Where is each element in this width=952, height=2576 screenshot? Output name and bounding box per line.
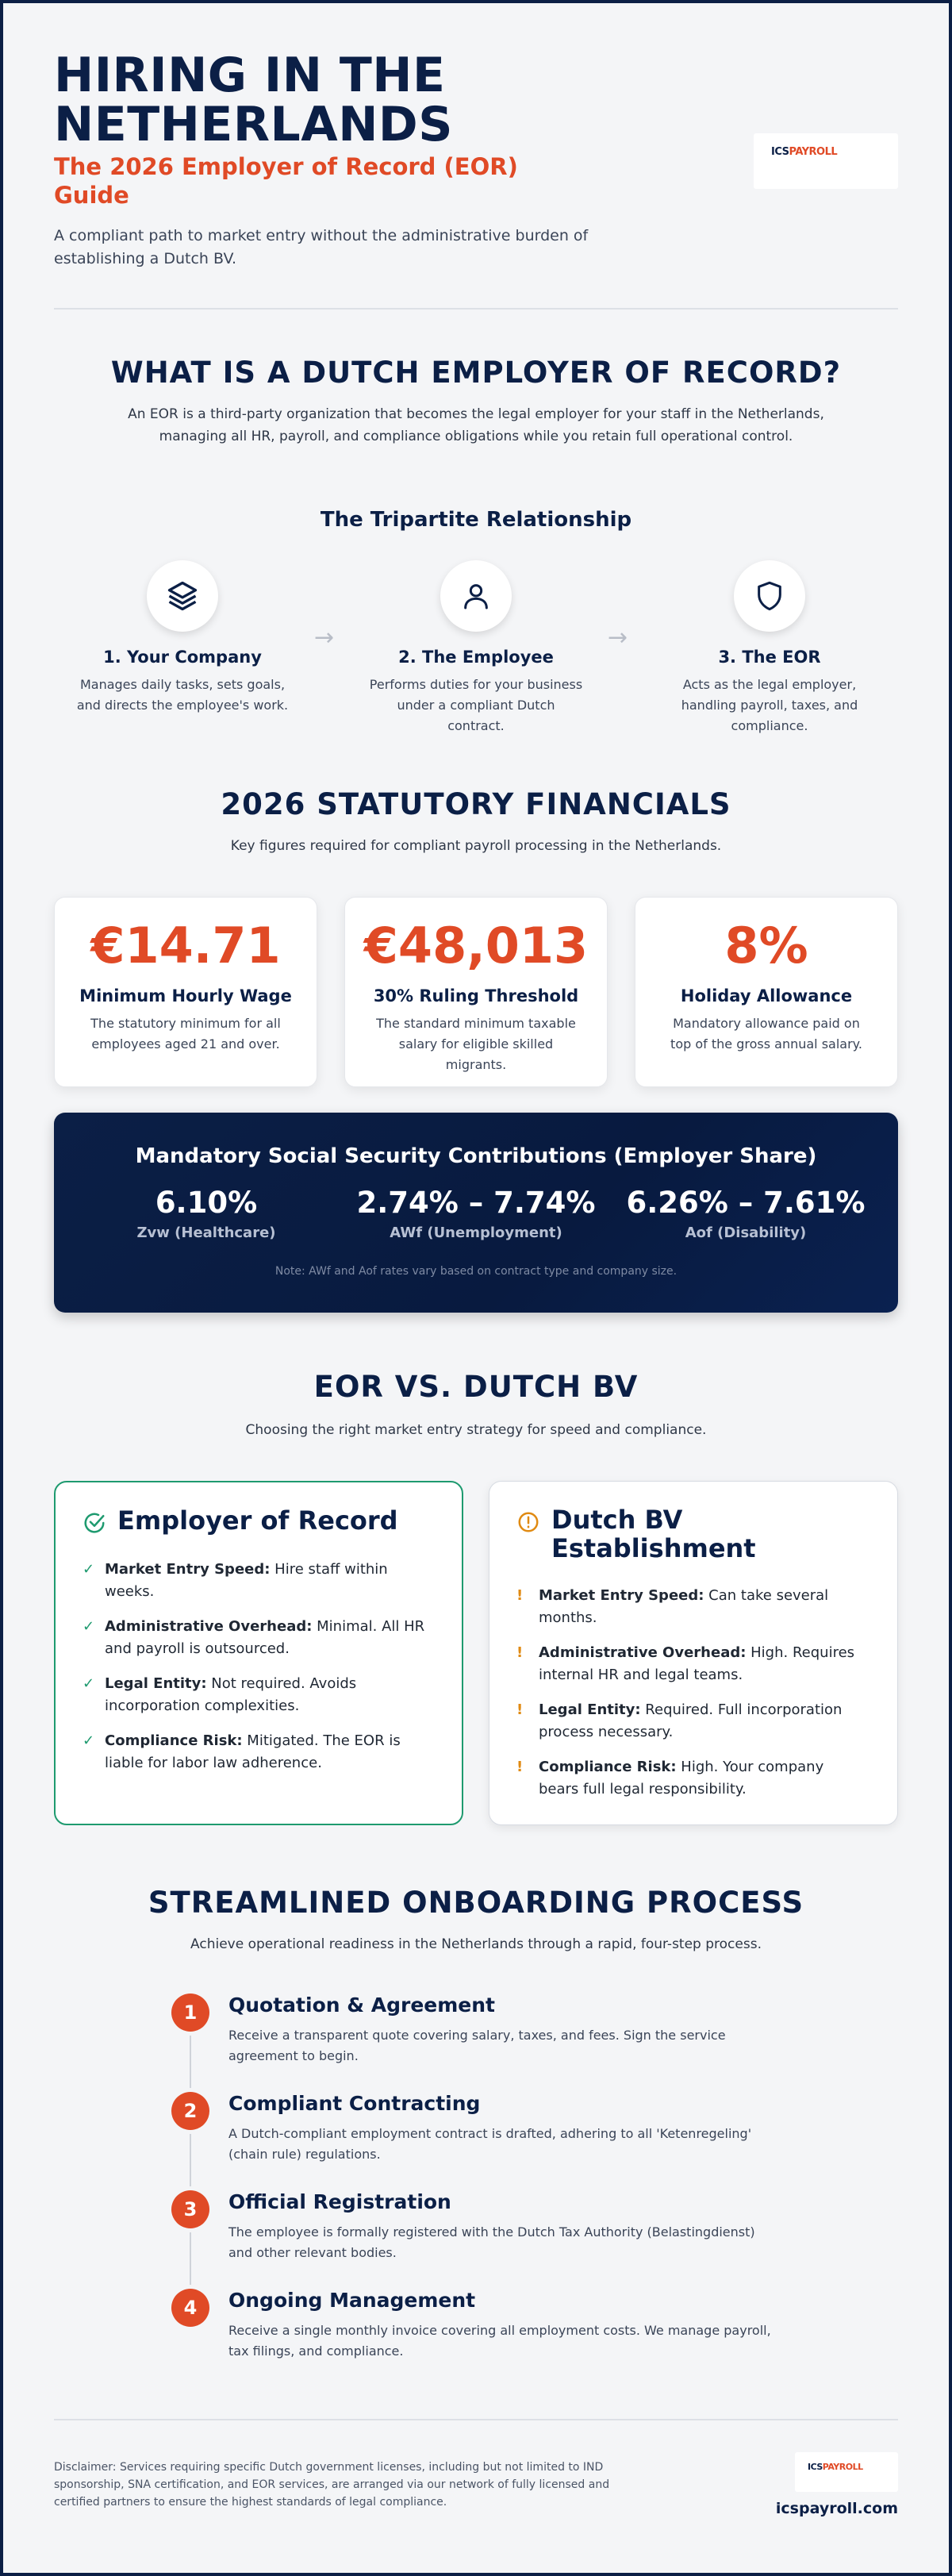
- stat-value: €14.71: [90, 917, 281, 975]
- party-desc: Manages daily tasks, sets goals, and directs the employee's work.: [76, 677, 289, 713]
- party-title: 1. Your Company: [103, 648, 262, 667]
- alert-circle-icon: [516, 1510, 540, 1534]
- party-company: [67, 560, 298, 716]
- list-item: ✓ Compliance Risk: Mitigated. The EOR is liable for labor law adherence.: [83, 1730, 432, 1774]
- step-number: 1: [171, 1994, 209, 2032]
- relationship-title: The Tripartite Relationship: [320, 508, 632, 532]
- stat-desc: The standard minimum taxable salary for eligible skilled migrants.: [376, 1016, 576, 1072]
- step-desc: A Dutch-compliant employment contract is drafted, adhering to all 'Ketenregeling' (chain rule) regulations.: [228, 2126, 752, 2162]
- warning-icon: !: [516, 1644, 524, 1661]
- contribution-zvw: [71, 1186, 341, 1241]
- card-title: Employer of Record: [117, 1505, 398, 1536]
- bv-list: [516, 1585, 866, 1813]
- step-title: Quotation & Agreement: [228, 1994, 495, 2017]
- step-title: Compliant Contracting: [228, 2092, 481, 2115]
- contribution-value: 6.10%: [155, 1186, 258, 1220]
- social-security-title: Mandatory Social Security Contributions (Employer Share): [135, 1144, 817, 1168]
- check-icon: ✓: [83, 1561, 95, 1578]
- layers-icon: [147, 560, 218, 632]
- section-title-comparison: EOR VS. DUTCH BV: [313, 1370, 639, 1404]
- warning-icon: !: [516, 1701, 524, 1718]
- stat-value: €48,013: [363, 917, 589, 975]
- social-security-note: Note: AWf and Aof rates vary based on contract type and company size.: [274, 1265, 678, 1278]
- step-title: Ongoing Management: [228, 2289, 476, 2312]
- comparison-card-eor: [54, 1481, 463, 1825]
- footer-url-link[interactable]: icspayroll.com: [775, 2500, 898, 2517]
- stat-desc: The statutory minimum for all employees aged 21 and over.: [90, 1016, 281, 1052]
- logo-text: ICSPAYROLL: [771, 146, 838, 158]
- stat-card-30-ruling: [344, 897, 608, 1087]
- list-item: ✓ Administrative Overhead: Minimal. All HR and payroll is outsourced.: [83, 1616, 432, 1660]
- check-icon: ✓: [83, 1618, 95, 1635]
- comparison-subtitle: Choosing the right market entry strategy for speed and compliance.: [245, 1422, 707, 1438]
- party-desc: Acts as the legal employer, handling payroll, taxes, and compliance.: [681, 677, 858, 733]
- party-employee: [361, 560, 591, 736]
- arrow-icon: →: [314, 624, 335, 652]
- step-desc: The employee is formally registered with the Dutch Tax Authority (Belastingdienst) and other relevant bodies.: [228, 2224, 755, 2260]
- step-number: 2: [171, 2092, 209, 2130]
- step-desc: Receive a single monthly invoice covering all employment costs. We manage payroll, tax filings, and compliance.: [228, 2323, 771, 2359]
- comparison-card-bv: [489, 1481, 898, 1825]
- eor-list: [83, 1559, 432, 1787]
- financials-subtitle: Key figures required for compliant payroll processing in the Netherlands.: [230, 838, 722, 854]
- social-security-panel: [54, 1113, 898, 1313]
- contribution-label: Aof (Disability): [685, 1225, 807, 1241]
- list-item: ✓ Legal Entity: Not required. Avoids incorporation complexities.: [83, 1673, 432, 1717]
- step-number: 3: [171, 2190, 209, 2228]
- onboarding-subtitle: Achieve operational readiness in the Netherlands through a rapid, four-step process.: [190, 1936, 762, 1952]
- stat-card-min-wage: [54, 897, 317, 1087]
- what-is-paragraph: An EOR is a third-party organization that becomes the legal employer for your staff in the Netherlands, managing all HR, payroll, and compliance obligations while you retain full operational control.: [128, 406, 824, 444]
- list-item: ! Market Entry Speed: Can take several months.: [516, 1585, 866, 1629]
- section-title-financials: 2026 STATUTORY FINANCIALS: [221, 787, 731, 821]
- warning-icon: !: [516, 1759, 524, 1775]
- timeline-line: [190, 2008, 191, 2309]
- stat-card-holiday: [635, 897, 898, 1087]
- list-item: ! Legal Entity: Required. Full incorporation process necessary.: [516, 1699, 866, 1744]
- list-item: ! Administrative Overhead: High. Requires internal HR and legal teams.: [516, 1642, 866, 1686]
- page-subtitle: The 2026 Employer of Record (EOR) Guide: [54, 153, 518, 209]
- contribution-awf: [341, 1186, 611, 1241]
- stat-label: Minimum Hourly Wage: [79, 986, 292, 1005]
- arrow-icon: →: [608, 624, 628, 652]
- card-title: Dutch BV Establishment: [551, 1505, 756, 1563]
- stat-label: Holiday Allowance: [680, 986, 853, 1005]
- contribution-value: 2.74% – 7.74%: [356, 1186, 596, 1220]
- page-title: HIRING IN THE NETHERLANDS: [54, 48, 453, 152]
- shield-icon: [734, 560, 805, 632]
- check-icon: ✓: [83, 1675, 95, 1692]
- section-title-onboarding: STREAMLINED ONBOARDING PROCESS: [148, 1886, 804, 1920]
- stat-value: 8%: [724, 917, 808, 975]
- check-icon: ✓: [83, 1732, 95, 1749]
- list-item: ✓ Market Entry Speed: Hire staff within weeks.: [83, 1559, 432, 1603]
- contribution-value: 6.26% – 7.61%: [626, 1186, 866, 1220]
- footer-logo[interactable]: [795, 2452, 898, 2492]
- divider: [54, 308, 898, 310]
- warning-icon: !: [516, 1587, 524, 1604]
- party-eor: [654, 560, 885, 736]
- check-circle-icon: [83, 1511, 106, 1535]
- user-icon: [440, 560, 512, 632]
- card-header: [83, 1506, 435, 1535]
- contribution-label: AWf (Unemployment): [390, 1225, 562, 1241]
- section-title-what-is: WHAT IS A DUTCH EMPLOYER OF RECORD?: [110, 356, 842, 390]
- stat-label: 30% Ruling Threshold: [373, 986, 579, 1005]
- page-description: A compliant path to market entry without the administrative burden of establishing a Dutch BV.: [54, 227, 589, 267]
- list-item: ! Compliance Risk: High. Your company bears full legal responsibility.: [516, 1756, 866, 1801]
- step-number: 4: [171, 2289, 209, 2327]
- divider: [54, 2419, 898, 2420]
- step-desc: Receive a transparent quote covering salary, taxes, and fees. Sign the service agreement to begin.: [228, 2028, 726, 2063]
- brand-logo[interactable]: [754, 133, 898, 189]
- party-title: 3. The EOR: [718, 648, 821, 667]
- card-header: [516, 1505, 869, 1563]
- stat-desc: Mandatory allowance paid on top of the gross annual salary.: [670, 1016, 862, 1052]
- logo-text: ICSPAYROLL: [808, 2462, 863, 2472]
- contribution-label: Zvw (Healthcare): [136, 1225, 276, 1241]
- step-title: Official Registration: [228, 2190, 451, 2213]
- footer-disclaimer: Disclaimer: Services requiring specific Dutch government licenses, including but not limited to IND sponsorship, SNA certification, and EOR services, are arranged via our network of fully licensed and certified partners to ensure the highest standards of legal compliance.: [54, 2461, 610, 2509]
- party-desc: Performs duties for your business under a compliant Dutch contract.: [369, 677, 583, 733]
- party-title: 2. The Employee: [398, 648, 554, 667]
- contribution-aof: [611, 1186, 881, 1241]
